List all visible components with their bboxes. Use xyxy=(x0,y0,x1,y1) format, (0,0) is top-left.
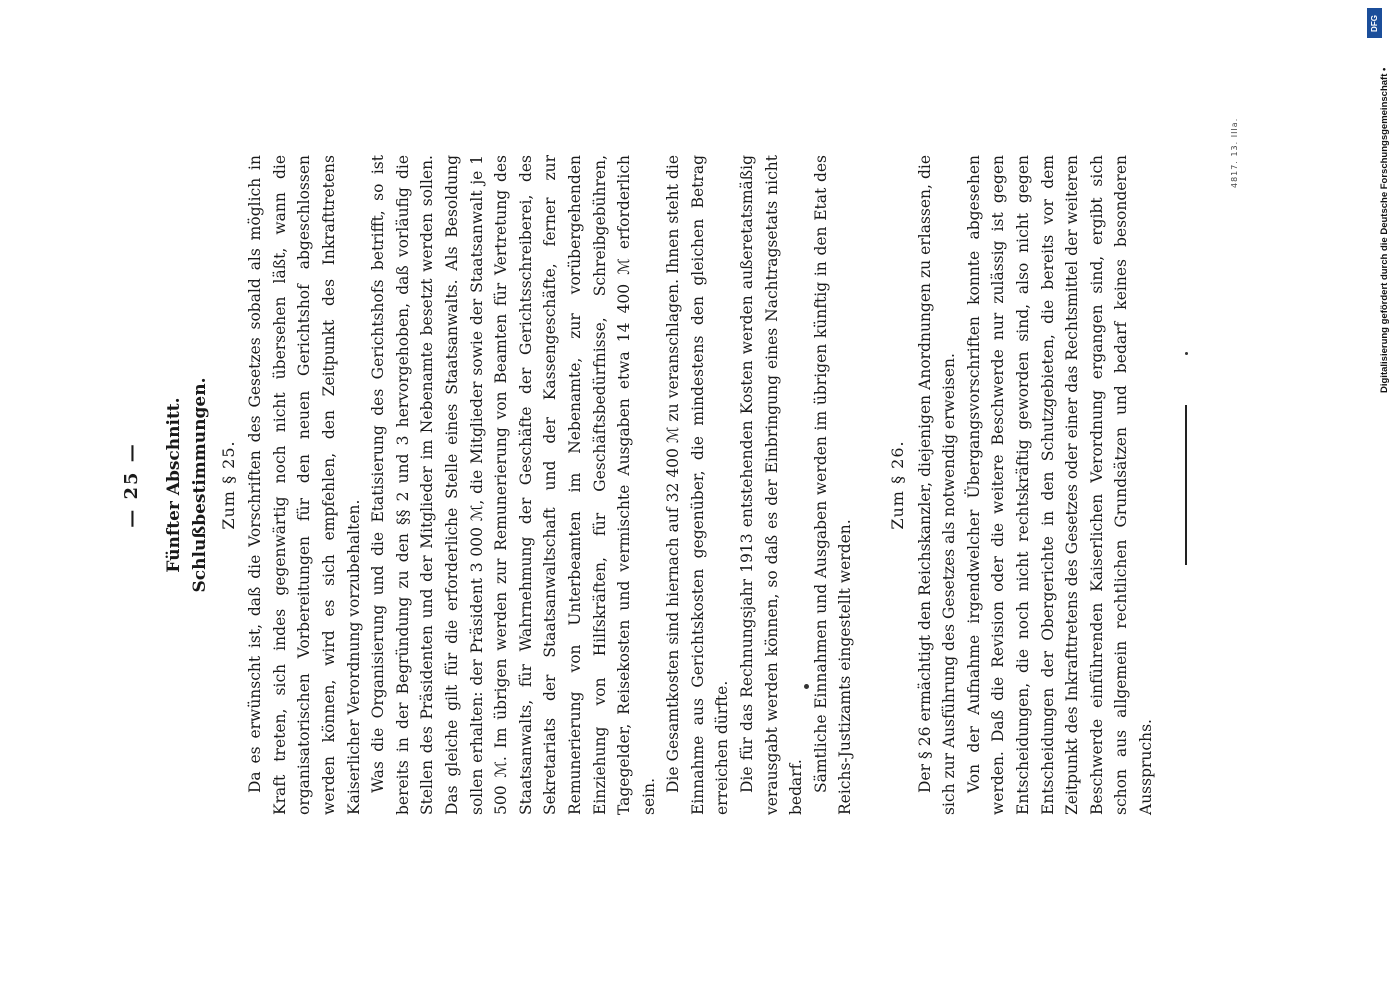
dfg-logo-text: DFG xyxy=(1370,14,1380,32)
digitization-credit xyxy=(1367,8,1390,393)
section-heading: Zum § 26. xyxy=(888,440,908,530)
closing-rule xyxy=(1185,405,1187,565)
paragraph: Von der Aufnahme irgendwelcher Übergangsvorschriften konnte abgesehen werden. Daß die Revision oder die weitere Beschwerde nur zulässig ist gegen Entscheidungen, die noch nicht rechtskräftig geworden sind, also nicht gegen Entscheidungen der Obergerichte in den Schutzgebieten, die bereits vor dem Zeitpunkt des Inkrafttretens des Gesetzes oder einer das Rechtsmittel der weiteren Beschwerde einführenden Kaiserlichen Verordnung ergangen sind, ergibt sich schon aus allgemein rechtlichen Grundsätzen und bedarf keines besonderen Ausspruchs. xyxy=(964,155,1155,815)
paragraph: Die für das Rechnungsjahr 1913 entstehenden Kosten werden außeretatsmäßig verausgabt werden können, so daß es der Einbringung eines Nachtragsetats nicht bedarf. xyxy=(738,155,806,815)
section-heading: Zum § 25. xyxy=(218,440,238,530)
section-title: Fünfter Abschnitt. xyxy=(163,397,184,573)
paragraph: Die Gesamtkosten sind hiernach auf 32 400 ℳ zu veranschlagen. Ihnen steht die Einnahme aus Gerichtskosten gegenüber, die mindestens den gleichen Betrag erreichen dürfte. xyxy=(664,155,732,815)
paragraph: Was die Organisierung und die Etatisierung des Gerichtshofs betrifft, so ist bereits in der Begründung zu den §§ 2 und 3 hervorgehoben, daß vorläufig die Stellen des Präsidenten und der Mitglieder im Nebenamte besetzt werden sollen. Das gleiche gilt für die erforderliche Stelle eines Staatsanwalts. Als Besoldung sollen erhalten: der Präsident 3 000 ℳ, die Mitglieder sowie der Staatsanwalt je 1 500 ℳ. Im übrigen werden zur Remunerierung von Beamten für Vertretung des Staatsanwalts, für Wahrnehmung der Geschäfte der Gerichtsschreiberei, des Sekretariats der Staatsanwaltschaft und der Kassengeschäfte, ferner zur Remunerierung von Unterbeamten im Nebenamte, zur vorübergehenden Einziehung von Hilfskräften, für Geschäftsbedürfnisse, Schreibgebühren, Tagegelder, Reisekosten und vermischte Ausgaben etwa 14 400 ℳ erforderlich sein. xyxy=(369,155,658,815)
ink-speck xyxy=(804,684,809,689)
page-number: — 25 — xyxy=(121,442,142,528)
dfg-logo-icon xyxy=(1367,8,1382,38)
ink-speck xyxy=(1185,352,1188,355)
document-page xyxy=(120,155,1160,815)
paragraph: Der § 26 ermächtigt den Reichskanzler, diejenigen Anordnungen zu erlassen, die sich zur Ausführung des Gesetzes als notwendig erweisen. xyxy=(915,155,959,815)
paragraph: Sämtliche Einnahmen und Ausgaben werden im übrigen künftig in den Etat des Reichs-Justizamts eingestellt werden. xyxy=(811,155,855,815)
section-26 xyxy=(886,155,1159,815)
section-25 xyxy=(217,155,858,815)
section-subtitle: Schlußbestimmungen. xyxy=(189,377,210,593)
credit-text: Digitalisierung gefördert durch die Deutsche Forschungsgemeinschaft • xyxy=(1379,67,1390,393)
paragraph: Da es erwünscht ist, daß die Vorschriften des Gesetzes sobald als möglich in Kraft treten, sich indes gegenwärtig noch nicht übersehen läßt, wann die organisatorischen Vorbereitungen für den neuen Gerichtshof abgeschlossen werden können, wird es sich empfehlen, den Zeitpunkt des Inkrafttretens Kaiserlicher Verordnung vorzubehalten. xyxy=(246,155,363,815)
spacer xyxy=(858,155,882,815)
archive-reference: 4817. 13. IIIa. xyxy=(1230,117,1239,188)
